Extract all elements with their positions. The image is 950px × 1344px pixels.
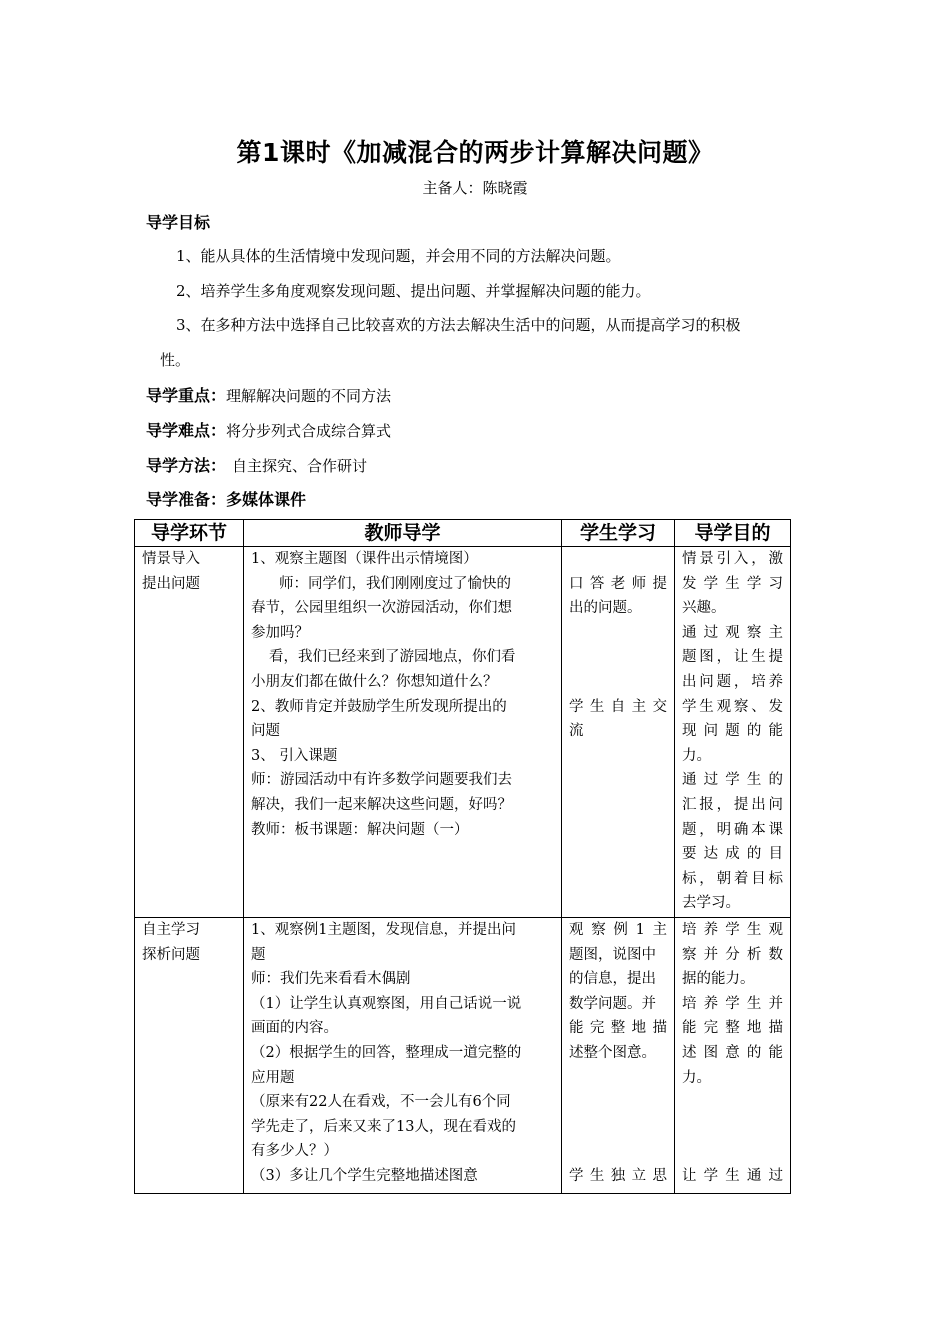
document-title: 第1课时《加减混合的两步计算解决问题》 — [236, 138, 714, 167]
purpose-line: 据的能力。 — [682, 971, 755, 988]
teacher-cell — [244, 918, 562, 1194]
purpose-line: 通过学生的 — [682, 772, 783, 789]
objective-item-3-continued: 性。 — [160, 351, 191, 369]
teacher-line: （2）根据学生的回答，整理成一道完整的 — [251, 1044, 522, 1061]
purpose-line: 兴趣。 — [682, 600, 726, 617]
teacher-line: 师：同学们，我们刚刚度过了愉快的 — [279, 575, 511, 592]
teacher-line: 1、观察例1主题图，发现信息，并提出问 — [251, 922, 516, 938]
key-point-label: 导学重点： — [146, 386, 227, 405]
purpose-cell — [675, 547, 791, 918]
student-line: 数学问题。并 — [569, 995, 656, 1012]
objective-item-1: 1、能从具体的生活情境中发现问题，并会用不同的方法解决问题。 — [176, 247, 621, 265]
purpose-line: 察并分析数 — [682, 946, 783, 963]
teacher-line: （1）让学生认真观察图，用自己话说一说 — [251, 995, 522, 1012]
header-teacher: 教师导学 — [244, 520, 562, 547]
stage-line: 情景导入 — [142, 551, 200, 567]
teacher-cell — [244, 547, 562, 918]
teacher-line: 1、观察主题图（课件出示情境图） — [251, 551, 478, 567]
student-line: 学生自主交 — [569, 698, 667, 715]
stage-line: 提出问题 — [142, 575, 200, 592]
key-point-value: 理解解决问题的不同方法 — [226, 387, 392, 405]
teacher-line: 3、 引入课题 — [251, 747, 338, 764]
method-label: 导学方法： — [146, 456, 227, 475]
teacher-line: 小朋友们都在做什么？你想知道什么？ — [251, 673, 498, 690]
student-line: 观察例1主 — [569, 922, 667, 938]
purpose-line: 培养学生观 — [682, 922, 783, 938]
teacher-line: 看，我们已经来到了游园地点，你们看 — [269, 649, 516, 666]
author-line: 主备人：陈晓霞 — [422, 179, 528, 197]
purpose-line: 学生观察、发 — [682, 698, 783, 715]
objectives-label: 导学目标 — [146, 213, 211, 232]
student-line: 能完整地描 — [569, 1020, 667, 1037]
purpose-line: 去学习。 — [682, 895, 740, 912]
header-stage: 导学环节 — [135, 520, 244, 547]
method-value: 自主探究、合作研讨 — [232, 457, 368, 475]
student-cell — [562, 918, 675, 1194]
difficulty-row — [146, 418, 391, 441]
student-line: 的信息，提出 — [569, 971, 656, 988]
objective-item-2: 2、培养学生多角度观察发现问题、提出问题、并掌握解决问题的能力。 — [176, 282, 651, 300]
purpose-line: 出问题，培养 — [682, 673, 783, 690]
teacher-line: 有多少人？） — [251, 1143, 338, 1160]
purpose-line: 力。 — [682, 1069, 711, 1086]
teacher-line: 师：我们先来看看木偶剧 — [251, 971, 411, 988]
purpose-cell — [675, 918, 791, 1194]
purpose-line: 力。 — [682, 747, 711, 764]
teacher-line: 题 — [251, 946, 266, 963]
table-row — [135, 918, 791, 1194]
difficulty-label: 导学难点： — [146, 421, 227, 440]
teacher-line: 画面的内容。 — [251, 1020, 338, 1037]
lesson-plan-table — [134, 519, 791, 1194]
stage-cell — [135, 547, 244, 918]
header-student: 学生学习 — [562, 520, 675, 547]
purpose-line: 情景引入，激 — [682, 551, 783, 567]
student-line: 出的问题。 — [569, 600, 642, 617]
purpose-line: 汇报，提出问 — [682, 796, 783, 813]
student-line: 题图，说图中 — [569, 946, 656, 963]
table-row — [135, 547, 791, 918]
preparation-label: 导学准备：多媒体课件 — [146, 490, 307, 509]
teacher-line: 师：游园活动中有许多数学问题要我们去 — [251, 772, 512, 789]
teacher-line: 应用题 — [251, 1069, 295, 1086]
teacher-line: 参加吗？ — [251, 624, 309, 641]
student-line: 述整个图意。 — [569, 1044, 656, 1061]
purpose-line: 现问题的能 — [682, 723, 783, 740]
table-header-row — [135, 520, 791, 547]
purpose-line: 通过观察主 — [682, 624, 783, 641]
teacher-line: 学先走了，后来又来了13人，现在看戏的 — [251, 1118, 516, 1135]
difficulty-value: 将分步列式合成综合算式 — [226, 422, 392, 440]
stage-line: 探析问题 — [142, 946, 200, 963]
student-cell — [562, 547, 675, 918]
student-line: 学生独立思 — [569, 1167, 667, 1184]
purpose-line: 能完整地描 — [682, 1020, 783, 1037]
header-purpose: 导学目的 — [675, 520, 791, 547]
teacher-line: 解决，我们一起来解决这些问题，好吗？ — [251, 796, 512, 813]
teacher-line: 问题 — [251, 723, 280, 740]
purpose-line: 题，明确本课 — [682, 821, 783, 838]
key-point-row — [146, 383, 391, 406]
teacher-line: 春节，公园里组织一次游园活动，你们想 — [251, 600, 512, 617]
purpose-line: 述图意的能 — [682, 1044, 783, 1061]
objective-item-3: 3、在多种方法中选择自己比较喜欢的方法去解决生活中的问题，从而提高学习的积极 — [176, 316, 741, 334]
teacher-line: 教师：板书课题：解决问题（一） — [251, 821, 469, 838]
purpose-line: 培养学生并 — [682, 995, 783, 1012]
teacher-line: （原来有22人在看戏，不一会儿有6个同 — [251, 1094, 511, 1111]
purpose-line: 题图，让生提 — [682, 649, 783, 666]
teacher-line: （3）多让几个学生完整地描述图意 — [251, 1167, 478, 1184]
method-row — [146, 453, 367, 476]
teacher-line: 2、教师肯定并鼓励学生所发现所提出的 — [251, 698, 507, 715]
student-line: 流 — [569, 723, 584, 740]
purpose-line: 发学生学习 — [682, 575, 783, 592]
purpose-line: 标，朝着目标 — [682, 870, 783, 887]
purpose-line: 要达成的目 — [682, 846, 783, 863]
purpose-line: 让学生通过 — [682, 1167, 783, 1184]
stage-line: 自主学习 — [142, 922, 200, 938]
student-line: 口答老师提 — [569, 575, 667, 592]
stage-cell — [135, 918, 244, 1194]
